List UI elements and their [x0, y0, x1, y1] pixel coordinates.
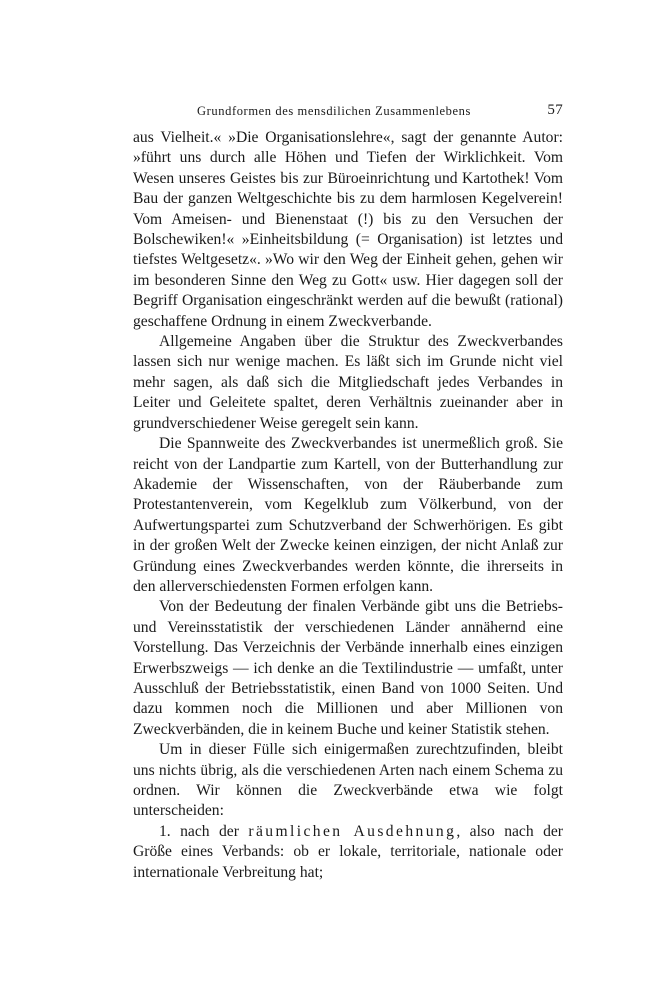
running-title: Grundformen des mensdilichen Zusammenlebens: [197, 104, 471, 118]
body-text: [133, 128, 563, 883]
list-item-prefix: 1. nach der: [159, 822, 249, 840]
paragraph-2: Allgemeine Angaben über die Struktur des Zweckverbandes lassen sich nur wenige machen. Es läßt sich im Grunde nicht viel mehr sagen, als daß sich die Mitgliedschaft jedes Verbandes in Leiter und Geleitete spaltet, deren Verhältnis zueinander aber in grundverschiedener Weise geregelt sein kann.: [133, 333, 563, 432]
paragraph-1: aus Vielheit.« »Die Organisationslehre«, sagt der genannte Autor: »führt uns durch alle Höhen und Tiefen der Wirklichkeit. Vom Wesen unseres Geistes bis zur Büroeinrichtung und Kartothek! Vom Bau der ganzen Weltgeschichte bis zu dem harmlosen Kegelverein! Vom Ameisen- und Bienenstaat (!) bis zu den Versuchen der Bolschewiken!« »Einheitsbildung (= Organisation) ist letztes und tiefstes Weltgesetz«. »Wo wir den Weg der Einheit gehen, gehen wir im besonderen Sinne den Weg zu Gott« usw. Hier dagegen soll der Begriff Organisation eingeschränkt werden auf die bewußt (rational) geschaffene Ordnung in einem Zweckverbande.: [133, 129, 563, 330]
paragraph-4: Von der Bedeutung der finalen Verbände gibt uns die Betriebs- und Vereinsstatistik der verschiedenen Länder annähernd eine Vorstellung. Das Verzeichnis der Verbände innerhalb eines einzigen Erwerbszweigs — ich denke an die Textilindustrie — umfaßt, unter Ausschluß der Betriebsstatistik, einen Band von 1000 Seiten. Und dazu kommen noch die Millionen und aber Millionen von Zweckverbänden, die in keinem Buche und keiner Statistik stehen.: [133, 598, 563, 738]
emphasized-term: räumlichen Ausdehnung: [248, 822, 457, 840]
paragraph-5: Um in dieser Fülle sich einigermaßen zurechtzufinden, bleibt uns nichts übrig, als die verschiedenen Arten nach einem Schema zu ordnen. Wir können die Zweckverbände etwa wie folgt unterscheiden:: [133, 741, 563, 820]
list-item-text: , also nach der Größe eines Verbands: ob er lokale, territoriale, nationale oder internationale Verbreitung hat;: [133, 822, 563, 881]
running-head: [133, 104, 563, 124]
paragraph-3: Die Spannweite des Zweckverbandes ist unermeßlich groß. Sie reicht von der Landpartie zum Kartell, von der Butterhandlung zur Akademie der Wissenschaften, von der Räuberbande zum Protestantenverein, vom Kegelklub zum Völkerbund, von der Aufwertungspartei zum Schutzverband der Schwerhörigen. Es gibt in der großen Welt der Zwecke keinen einzigen, der nicht Anlaß zur Gründung eines Zweckverbandes werden könnte, die ihrerseits in den allerverschiedensten Formen erfolgen kann.: [133, 435, 563, 595]
book-page: [133, 104, 563, 883]
page-number: 57: [547, 102, 563, 118]
paragraph-6-list-item: [133, 822, 563, 883]
